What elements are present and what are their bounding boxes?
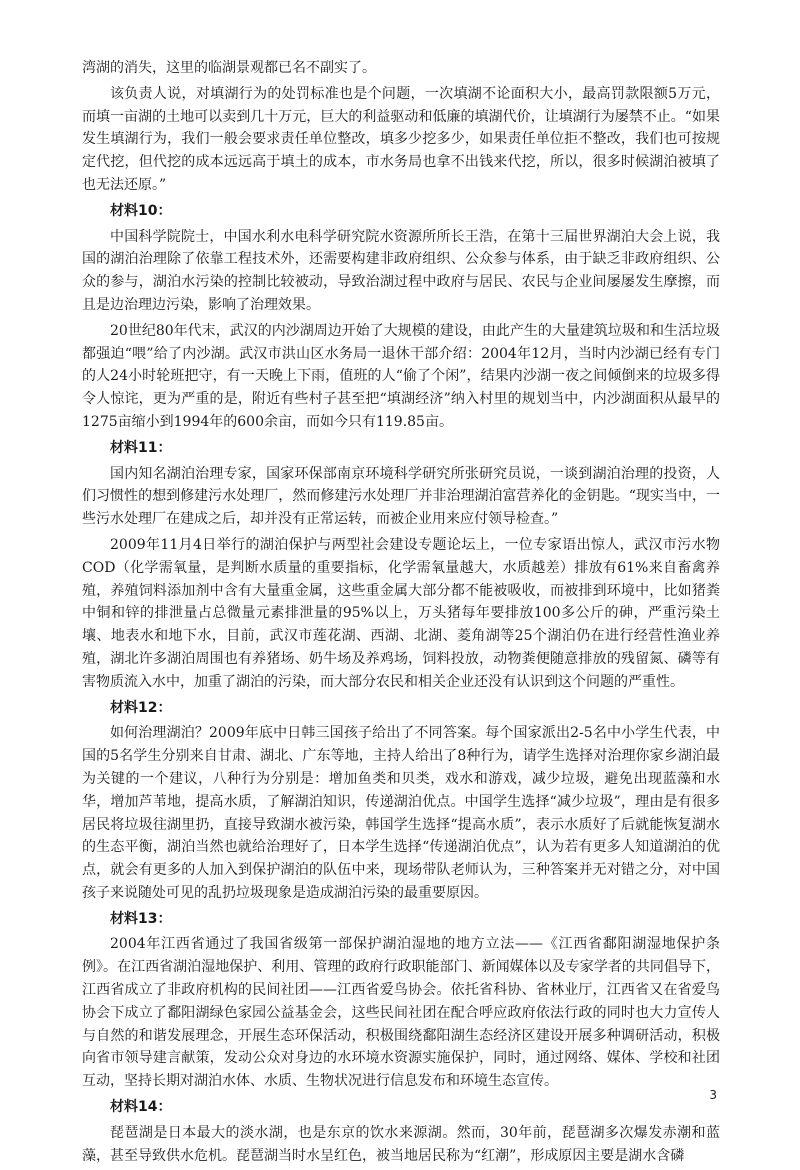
paragraph: 该负责人说，对填湖行为的处罚标准也是个问题，一次填湖不论面积大小，最高罚款限额5万元，而填一亩湖的土地可以卖到几十万元，巨大的利益驱动和低廉的填湖代价，让填湖行为屡禁不止。“如果发生填湖行为，我们一般会要求责任单位整改，填多少挖多少，如果责任单位拒不整改，我们也可按规定代挖，但代挖的成本远远高于填土的成本，市水务局也拿不出钱来代挖，所以，很多时候湖泊被填了也无法还原。” (82, 85, 720, 193)
paragraph: 国内知名湖泊治理专家，国家环保部南京环境科学研究所张研究员说，一谈到湖泊治理的投资，人们习惯性的想到修建污水处理厂，然而修建污水处理厂并非治理湖泊富营养化的金钥匙。“现实当中，一些污水处理厂在建成之后，却并没有正常运转，而被企业用来应付领导检查。” (82, 465, 720, 528)
section-heading: 材料12： (110, 699, 172, 716)
paragraph: 20世纪80年代末，武汉的内沙湖周边开始了大规模的建设，由此产生的大量建筑垃圾和和生活垃圾都强迫“喂”给了内沙湖。武汉市洪山区水务局一退休干部介绍：2004年12月，当时内沙湖已经有专门的人24小时轮班把守，有一天晚上下雨，值班的人“偷了个闲”，结果内沙湖一夜之间倾倒来的垃圾多得令人惊诧，更为严重的是，附近有些村子甚至把“填湖经济”纳入村里的规划当中，内沙湖面积从最早的1275亩缩小到1994年的600余亩，而如今只有119.85亩。 (82, 322, 720, 430)
section-heading: 材料10： (110, 202, 172, 219)
section-heading: 材料11： (110, 439, 172, 456)
paragraph: 琵琶湖是日本最大的淡水湖，也是东京的饮水来源湖。然而，30年前，琵琶湖多次爆发赤潮和蓝藻，甚至导致供水危机。琵琶湖当时水呈红色，被当地居民称为“红潮”，形成原因主要是湖水含磷 (82, 1124, 720, 1164)
paragraph: 中国科学院院士，中国水利水电科学研究院水资源所所长王浩，在第十三届世界湖泊大会上说，我国的湖泊治理除了依靠工程技术外，还需要构建非政府组织、公众参与体系，由于缺乏非政府组织、公众的参与，湖泊水污染的控制比较被动，导致治湖过程中政府与居民、农民与企业间屡屡发生摩擦，而且是边治理边污染，影响了治理效果。 (82, 228, 720, 313)
paragraph: 2009年11月4日举行的湖泊保护与两型社会建设专题论坛上，一位专家语出惊人，武汉市污水物COD（化学需氧量，是判断水质量的重要指标，化学需氧量越大，水质越差）排放有61%来自畜禽养殖，养殖饲料添加剂中含有大量重金属，这些重金属大部分都不能被吸收，而被排到环境中，比如猪粪中铜和锌的排泄量占总微量元素排泄量的95%以上，万头猪每年要排放100多公斤的砷，严重污染土壤、地表水和地下水，目前，武汉市莲花湖、西湖、北湖、菱角湖等25个湖泊仍在进行经营性渔业养殖，湖北许多湖泊周围也有养猪场、奶牛场及养鸡场，饲料投放，动物粪便随意排放的残留氮、磷等有害物质流入水中，加重了湖泊的污染，而大部分农民和相关企业还没有认识到这个问题的严重性。 (82, 536, 720, 690)
paragraph-continued: 湾湖的消失，这里的临湖景观都已名不副实了。 (82, 60, 376, 76)
section-heading: 材料13： (110, 910, 172, 927)
paragraph: 如何治理湖泊？2009年底中日韩三国孩子给出了不同答案。每个国家派出2-5名中小学生代表，中国的5名学生分别来自甘肃、湖北、广东等地，主持人给出了8种行为，请学生选择对治理你家乡湖泊最为关键的一个建议，八种行为分别是：增加鱼类和贝类，戏水和游戏，减少垃圾，避免出现蓝藻和水华，增加芦苇地，提高水质，了解湖泊知识，传递湖泊优点。中国学生选择“减少垃圾”，理由是有很多居民将垃圾往湖里扔，直接导致湖水被污染，韩国学生选择“提高水质”，表示水质好了后就能恢复湖水的生态平衡，湖泊当然也就给治理好了，日本学生选择“传递湖泊优点”，认为若有更多人知道湖泊的优点，就会有更多的人加入到保护湖泊的队伍中来，现场带队老师认为，三种答案并无对错之分，对中国孩子来说随处可见的乱扔垃圾现象是造成湖泊污染的最重要原因。 (82, 725, 720, 901)
paragraph: 2004年江西省通过了我国省级第一部保护湖泊湿地的地方立法——《江西省鄱阳湖湿地保护条例》。在江西省湖泊湿地保护、利用、管理的政府行政职能部门、新闻媒体以及专家学者的共同倡导下，江西省成立了非政府机构的民间社团——江西省爱鸟协会。依托省科协、省林业厅，江西省又在省爱鸟协会下成立了鄱阳湖绿色家园公益基金会，这些民间社团在配合呼应政府依法行政的同时也大力宣传人与自然的和谐发展理念，开展生态环保活动，积极围绕鄱阳湖生态经济区建设开展多种调研活动，积极向省市领导建言献策，发动公众对身边的水环境水资源实施保护，同时，通过网络、媒体、学校和社团互动，坚持长期对湖泊水体、水质、生物状况进行信息发布和环境生态宣传。 (82, 936, 720, 1090)
section-heading: 材料14： (110, 1099, 172, 1116)
page-number: 3 (709, 1088, 717, 1102)
document-body (82, 57, 720, 1170)
